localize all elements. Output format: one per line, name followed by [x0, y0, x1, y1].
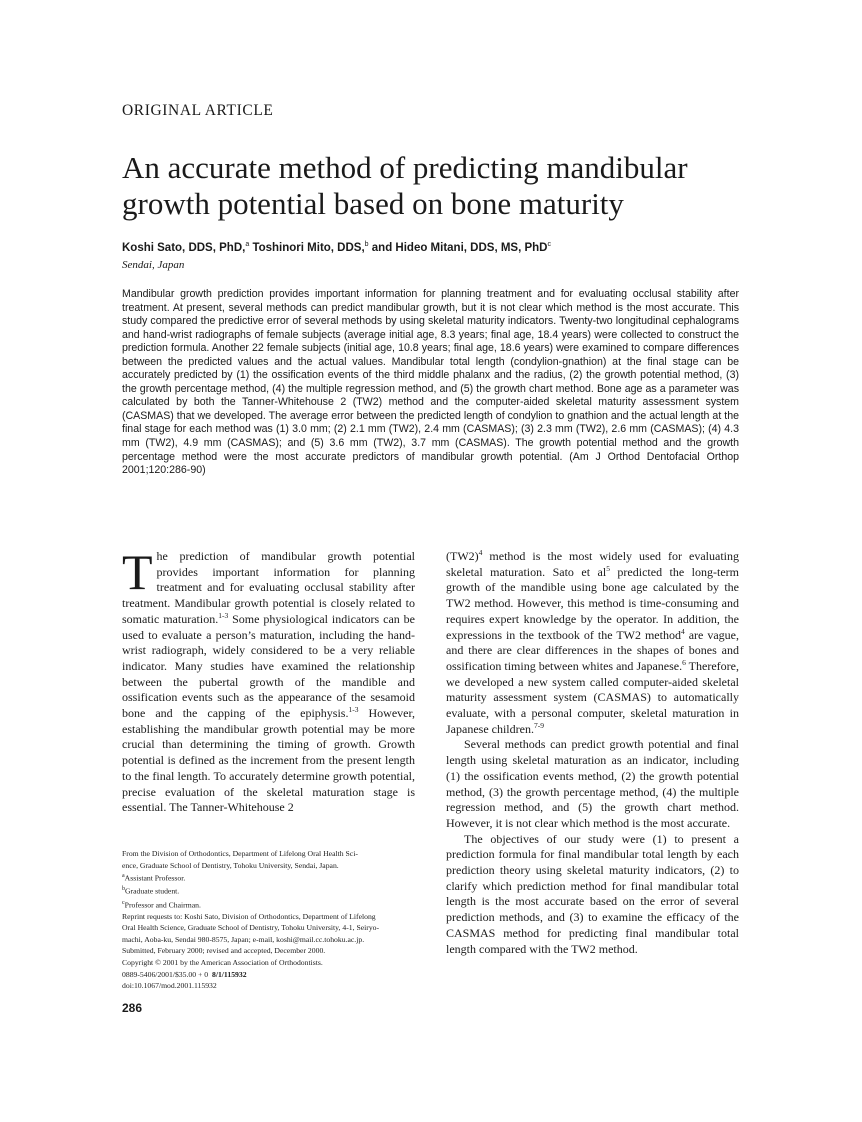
- footnote-line: Oral Health Science, Graduate School of Dentistry, Tohoku University, 4-1, Seiryo-: [122, 923, 380, 933]
- footnote-line: ence, Graduate School of Dentistry, Tohoku University, Sendai, Japan.: [122, 860, 339, 870]
- footnote-text: Professor and Chairman.: [124, 900, 201, 910]
- footnote-line: Submitted, February 2000; revised and accepted, December 2000.: [122, 946, 326, 956]
- footnote-line: [122, 969, 415, 981]
- citation: 6: [682, 657, 686, 667]
- body-column-right: [446, 549, 739, 957]
- footnote-line: [122, 898, 415, 911]
- body-column-left: [122, 544, 416, 816]
- body-text: method is the most widely used for evaluating skeletal maturation. Sato et al: [446, 549, 739, 579]
- author-location: Sendai, Japan: [122, 259, 185, 271]
- citation: 1-3: [348, 705, 359, 715]
- author-list: [122, 241, 551, 254]
- body-paragraph: Several methods can predict growth potential and final length using skeletal maturation as an indicator, including (1) the ossification events method, (2) the growth potential method, (3) the growth percentage method, (4) the multiple regression method, and (5) the growth chart method. However, it is not clear which method is the most accurate.: [446, 737, 739, 830]
- author-footnote-mark: a: [245, 241, 250, 248]
- footnote-mark: c: [122, 899, 125, 906]
- author-footnote-mark: b: [364, 241, 369, 248]
- body-paragraph: [446, 549, 739, 737]
- citation: 4: [478, 548, 483, 557]
- footnote-text: Assistant Professor.: [124, 873, 186, 883]
- body-text: are vague, and there are clear differences in the shapes of bones and ossification timing between whites and Japanese.: [446, 627, 739, 673]
- citation: 5: [606, 563, 610, 573]
- footnote-mark: a: [122, 873, 125, 880]
- footnote-line: From the Division of Orthodontics, Department of Lifelong Oral Health Sci-: [122, 849, 358, 858]
- footnote-text: Graduate student.: [125, 886, 180, 896]
- footnote-mark: b: [122, 886, 125, 893]
- issn-code: 8/1/115932: [211, 969, 247, 979]
- drop-cap: T: [122, 544, 153, 600]
- citation: 4: [680, 626, 685, 636]
- doi: doi:10.1067/mod.2001.115932: [122, 981, 217, 991]
- page-number: 286: [122, 1001, 143, 1015]
- footnote-line: Reprint requests to: Koshi Sato, Division of Orthodontics, Department of Lifelong: [122, 911, 376, 921]
- citation: 7-9: [533, 720, 544, 730]
- footnotes: [122, 848, 415, 992]
- author-name: Toshinori Mito, DDS,: [252, 241, 365, 254]
- body-text: Some physiological indicators can be used to evaluate a person’s maturation, including the hand-wrist radiograph, widely considered to be a very reliable indicator. Many studies have examined the relationship between the pubertal growth of the mandible and ossification events such as the appearance of the sesamoid bone and the capping of the epiphysis.: [122, 611, 416, 721]
- body-paragraph: The objectives of our study were (1) to present a prediction formula for final mandibular total length by each prediction theory using skeletal maturity indicators, (2) to clarify which prediction method for final mandibular total length is the most accurate based on the error of several prediction methods, and (3) to examine the efficacy of the CASMAS method for predicting final mandibular total length compared with the TW2 method.: [446, 831, 739, 956]
- section-label: ORIGINAL ARTICLE: [122, 102, 274, 119]
- author-name: Koshi Sato, DDS, PhD,: [122, 241, 246, 254]
- footnote-line: [122, 884, 415, 897]
- citation: 1-3: [218, 610, 229, 620]
- footnote-line: Copyright © 2001 by the American Association of Orthodontists.: [122, 958, 323, 968]
- body-text: (TW2): [446, 549, 479, 563]
- footnote-line: [122, 871, 415, 884]
- author-name: and Hideo Mitani, DDS, MS, PhD: [371, 241, 548, 254]
- footnote-line: machi, Aoba-ku, Sendai 980-8575, Japan; e-mail, koshi@mail.cc.tohoku.ac.jp.: [122, 934, 365, 944]
- body-text: Therefore, we developed a new system called computer-aided skeletal maturity assessment system (CASMAS) to automatically evaluate, with a personal computer, skeletal maturation in Japanese children.: [446, 658, 739, 736]
- article-title: An accurate method of predicting mandibular growth potential based on bone maturity: [122, 150, 688, 221]
- body-text: However, establishing the mandibular growth potential may be more crucial than determining the timing of growth. Growth potential is defined as the increment from the present length to the final length. To accurately determine growth potential, precise evaluation of the skeletal maturation stage is essential. The Tanner-Whitehouse 2: [122, 706, 415, 815]
- author-footnote-mark: c: [547, 241, 551, 248]
- abstract: Mandibular growth prediction provides important information for planning treatment and for evaluating occlusal stability after treatment. At present, several methods can predict mandibular growth, but it is not clear which method is the most accurate. This study compared the predictive error of several methods by using skeletal maturity indicators. Twenty-two longitudinal cephalograms and hand-wrist radiographs of female subjects (average initial age, 8.3 years; final age, 18.4 years) were collected to construct the prediction formula. Another 22 female subjects (initial age, 10.8 years; final age, 18.6 years) were examined to compare differences between the predicted values and the actual values. Mandibular total length (condylion-gnathion) at the final stage can be accurately predicted by (1) the ossification events of the third middle phalanx and the radius, (2) the growth potential method, (3) the growth percentage method, (4) the multiple regression method, and (5) the growth chart method. Bone age as a parameter was calculated by both the Tanner-Whitehouse 2 (TW2) method and the computer-aided skeletal maturity assessment system (CASMAS) that we developed. The average error between the predicted length of condylion to gnathion and the actual length at the final stage for each method was (1) 3.0 mm; (2) 2.1 mm (TW2), 2.4 mm (CASMAS); (3) 2.3 mm (TW2), 2.6 mm (CASMAS); (4) 4.3 mm (TW2), 4.9 mm (CASMAS); and (5) 3.6 mm (TW2), 3.7 mm (CASMAS). The growth potential method and the growth percentage method were the most accurate predictors of mandibular growth potential. (Am J Orthod Dentofacial Orthop 2001;120:286-90): [122, 288, 739, 477]
- body-text: predicted the long-term growth of the mandible using bone age calculated by the TW2 method. However, this method is time-consuming and requires expert knowledge by the operator. In addition, the expressions in the textbook of the TW2 method: [446, 564, 740, 642]
- issn: 0889-5406/2001/$35.00 + 0: [122, 969, 209, 979]
- intro-paragraph: [122, 544, 416, 816]
- body-text: he prediction of mandibular growth potential provides important information for planning treatment and for evaluating occlusal stability after treatment. Mandibular growth potential is closely related to somatic maturation.: [122, 549, 415, 626]
